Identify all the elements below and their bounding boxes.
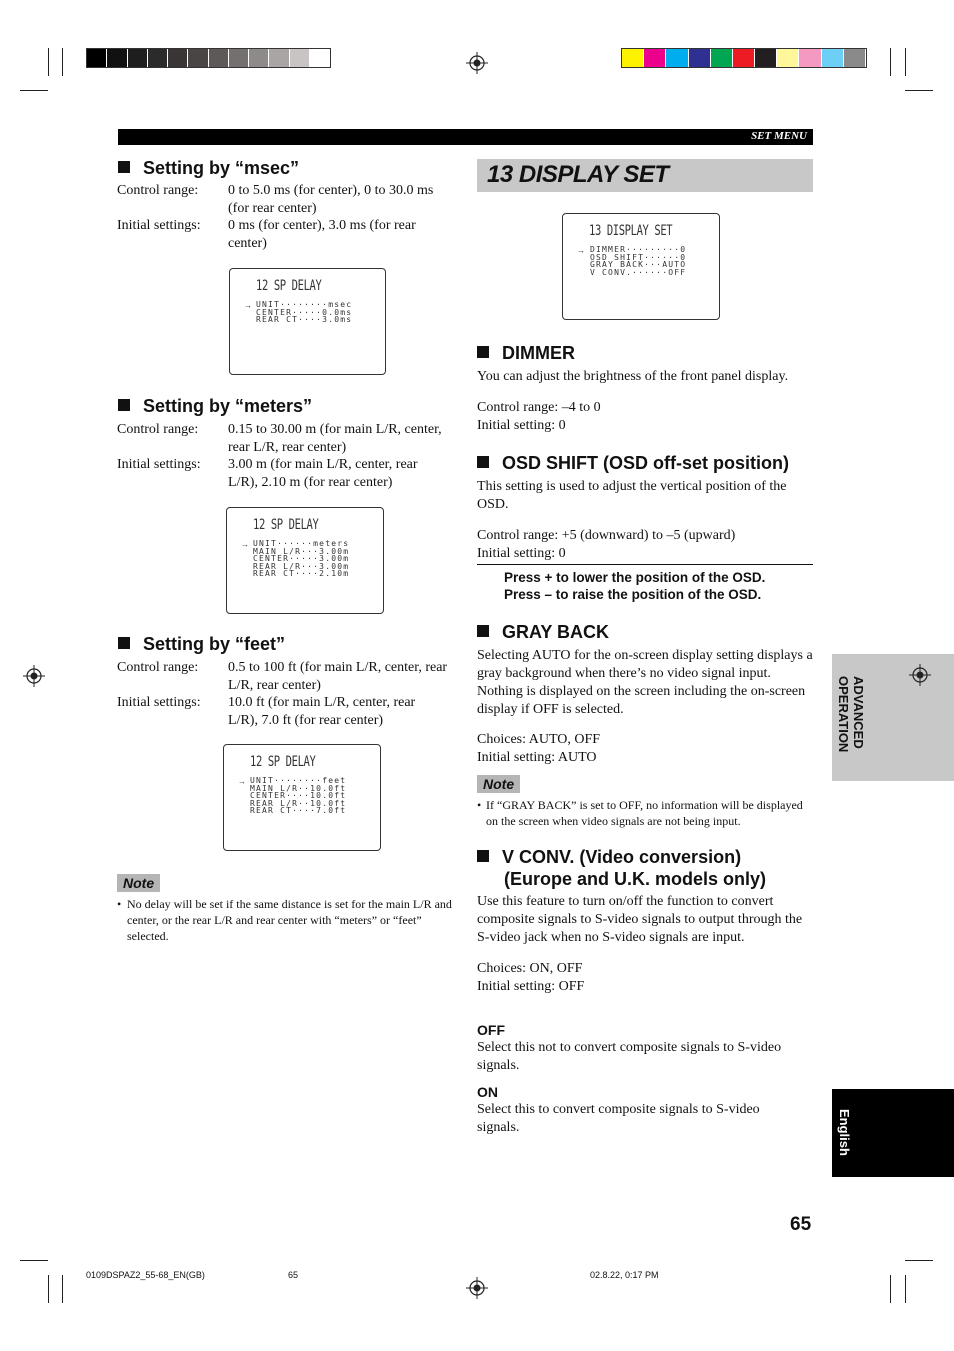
cursor-arrow-icon: → <box>244 301 252 310</box>
osd-shift-press-minus: Press – to raise the position of the OSD. <box>504 587 762 602</box>
crop-mark <box>48 48 49 76</box>
section-title-band <box>477 159 813 192</box>
color-swatch <box>733 49 754 67</box>
heading-v-conv: V CONV. (Video conversion) <box>477 846 741 868</box>
v-conv-off-label: OFF <box>477 1022 505 1038</box>
crop-mark <box>20 90 48 91</box>
page-number: 65 <box>790 1214 812 1235</box>
value-initial-settings: 3.00 m (for main L/R, center, rear L/R), 2.10 m (for rear center) <box>228 457 418 490</box>
osd-screen-msec <box>229 268 386 375</box>
osd-lines: UNIT········msec CENTER·····0.0ms REAR CT····3.0ms <box>256 300 353 324</box>
note-label: Note <box>117 874 160 892</box>
label-initial-settings: Initial settings: <box>117 457 201 472</box>
heading-meters: Setting by “meters” <box>118 395 312 417</box>
heading-v-conv-sub: (Europe and U.K. models only) <box>504 869 767 889</box>
osd-lines: UNIT······meters MAIN L/R···3.00m CENTER·····3.00m REAR L/R···3.00m REAR CT····2.10m <box>253 539 350 578</box>
osd-screen-display-set <box>562 213 720 320</box>
note-text: • If “GRAY BACK” is set to OFF, no information will be displayed on the screen when video signals are not being input. <box>477 798 803 828</box>
crop-mark <box>905 1275 906 1303</box>
v-conv-desc: Use this feature to turn on/off the function to convert composite signals to S-video signals to output through the S-video jack when no S-video signals are input. <box>477 894 803 945</box>
registration-mark-icon <box>466 52 488 74</box>
osd-screen-feet <box>223 744 381 851</box>
osd-title: 12 SP DELAY <box>253 517 319 533</box>
color-swatch <box>755 49 776 67</box>
cursor-arrow-icon: → <box>241 540 249 549</box>
registration-mark-icon <box>23 665 45 687</box>
label-control-range: Control range: <box>117 183 199 198</box>
color-swatch <box>799 49 820 67</box>
tab-label: English <box>837 1109 852 1156</box>
crop-mark <box>62 48 63 76</box>
color-swatch <box>666 49 687 67</box>
crop-mark <box>890 1275 891 1303</box>
color-calibration-bar <box>621 48 867 68</box>
color-swatch <box>689 49 710 67</box>
color-swatch <box>209 49 228 67</box>
color-swatch <box>290 49 309 67</box>
osd-shift-press-plus: Press + to lower the position of the OSD. <box>504 570 766 585</box>
value-initial-settings: 10.0 ft (for main L/R, center, rear L/R), 7.0 ft (for rear center) <box>228 695 416 728</box>
color-swatch <box>188 49 207 67</box>
v-conv-on-text: Select this to convert composite signals to S-video signals. <box>477 1102 760 1135</box>
color-swatch <box>777 49 798 67</box>
crop-mark <box>62 1275 63 1303</box>
footer-date: 02.8.22, 0:17 PM <box>590 1270 659 1280</box>
tab-label: ADVANCED OPERATION <box>836 676 866 753</box>
crop-mark <box>890 48 891 76</box>
dimmer-initial: Initial setting: 0 <box>477 418 566 433</box>
footer-page: 65 <box>288 1270 299 1280</box>
dimmer-control-range: Control range: –4 to 0 <box>477 400 601 415</box>
heading-gray-back: GRAY BACK <box>477 621 609 643</box>
label-initial-settings: Initial settings: <box>117 695 201 710</box>
heading-feet: Setting by “feet” <box>118 633 285 655</box>
color-swatch <box>249 49 268 67</box>
color-swatch <box>711 49 732 67</box>
note-label: Note <box>477 775 520 793</box>
grayscale-calibration-bar <box>86 48 331 68</box>
value-initial-settings: 0 ms (for center), 3.0 ms (for rear center) <box>228 218 416 251</box>
osd-lines: DIMMER·········0 OSD SHIFT······0 GRAY BACK···AUTO V CONV.······OFF <box>590 245 687 277</box>
osd-lines: UNIT········feet MAIN L/R··10.0ft CENTER····10.0ft REAR L/R··10.0ft REAR CT····7.0ft <box>250 776 347 815</box>
gray-back-initial: Initial setting: AUTO <box>477 750 597 765</box>
osd-screen-meters <box>226 507 384 614</box>
note-text: • No delay will be set if the same distance is set for the main L/R and center, or the rear L/R and rear center with “meters” or “feet” selected. <box>117 897 452 943</box>
crop-mark <box>48 1275 49 1303</box>
tab-advanced-operation <box>832 654 954 781</box>
crop-mark <box>905 1260 933 1261</box>
v-conv-off-text: Select this not to convert composite signals to S-video signals. <box>477 1040 782 1073</box>
section-title: 13 DISPLAY SET <box>487 161 669 188</box>
osd-shift-control-range: Control range: +5 (downward) to –5 (upward) <box>477 528 736 543</box>
color-swatch <box>822 49 843 67</box>
label-control-range: Control range: <box>117 422 199 437</box>
label-control-range: Control range: <box>117 660 199 675</box>
cursor-arrow-icon: → <box>577 246 585 255</box>
crop-mark <box>905 90 933 91</box>
color-swatch <box>269 49 288 67</box>
color-swatch <box>622 49 643 67</box>
registration-mark-icon <box>466 1277 488 1299</box>
header-bar <box>118 129 813 145</box>
color-swatch <box>168 49 187 67</box>
gray-back-choices: Choices: AUTO, OFF <box>477 732 601 747</box>
cursor-arrow-icon: → <box>238 777 246 786</box>
osd-shift-initial: Initial setting: 0 <box>477 546 566 561</box>
color-swatch <box>644 49 665 67</box>
heading-dimmer: DIMMER <box>477 342 575 364</box>
color-swatch <box>148 49 167 67</box>
color-swatch <box>107 49 126 67</box>
divider <box>477 564 813 565</box>
color-swatch <box>128 49 147 67</box>
color-swatch <box>229 49 248 67</box>
dimmer-desc: You can adjust the brightness of the front panel display. <box>477 369 789 384</box>
heading-osd-shift: OSD SHIFT (OSD off-set position) <box>477 452 789 474</box>
crop-mark <box>905 48 906 76</box>
color-swatch <box>844 49 865 67</box>
gray-back-desc: Selecting AUTO for the on-screen display setting displays a gray background when there’s no video signal input. Nothing is displayed on the screen including the on-screen display if OFF is selected. <box>477 648 813 717</box>
label-initial-settings: Initial settings: <box>117 218 201 233</box>
section-label: SET MENU <box>751 130 807 142</box>
v-conv-choices: Choices: ON, OFF <box>477 961 583 976</box>
footer-file: 0109DSPAZ2_55-68_EN(GB) <box>86 1270 205 1280</box>
value-control-range: 0.5 to 100 ft (for main L/R, center, rear L/R, rear center) <box>228 660 448 693</box>
value-control-range: 0.15 to 30.00 m (for main L/R, center, rear L/R, rear center) <box>228 422 442 455</box>
color-swatch <box>310 49 329 67</box>
tab-english <box>832 1089 954 1177</box>
color-swatch <box>87 49 106 67</box>
registration-mark-icon <box>909 664 931 686</box>
osd-title: 12 SP DELAY <box>256 278 322 294</box>
v-conv-on-label: ON <box>477 1084 498 1100</box>
value-control-range: 0 to 5.0 ms (for center), 0 to 30.0 ms (for rear center) <box>228 183 434 216</box>
osd-shift-desc: This setting is used to adjust the vertical position of the OSD. <box>477 479 787 512</box>
crop-mark <box>20 1260 48 1261</box>
osd-title: 13 DISPLAY SET <box>589 223 673 239</box>
osd-title: 12 SP DELAY <box>250 754 316 770</box>
v-conv-initial: Initial setting: OFF <box>477 979 585 994</box>
heading-msec: Setting by “msec” <box>118 157 299 179</box>
